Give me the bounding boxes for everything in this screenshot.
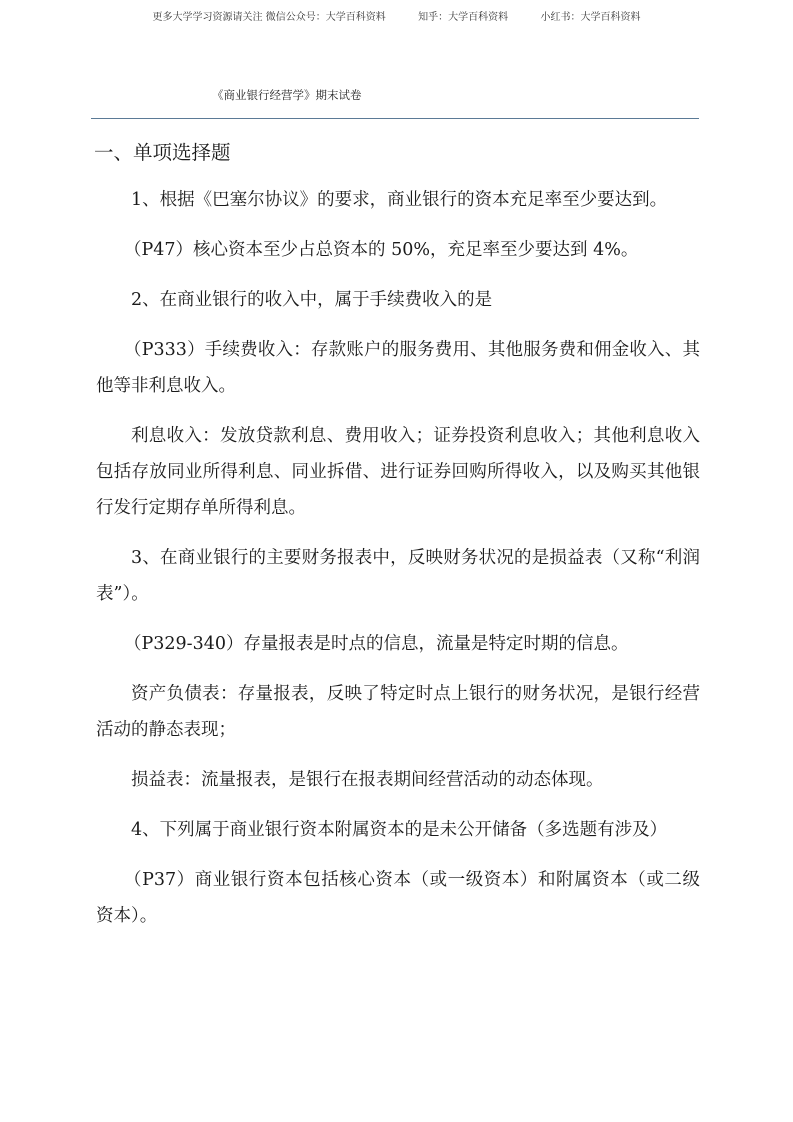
promo-wechat-text: 更多大学学习资源请关注 微信公众号：大学百科资料 xyxy=(152,12,386,23)
answer-note-2-interest: 利息收入：发放贷款利息、费用收入；证券投资利息收入；其他利息收入包括存放同业所得利息、同业拆借、进行证券回购所得收入，以及购买其他银行发行定期存单所得利息。 xyxy=(96,426,700,518)
header-divider xyxy=(91,118,699,119)
document-title: 《商业银行经营学》期末试卷 xyxy=(212,88,362,102)
answer-note-2: （P333）手续费收入：存款账户的服务费用、其他服务费和佣金收入、其他等非利息收入。 xyxy=(96,340,700,396)
promo-xiaohongshu-text: 小红书：大学百科资料 xyxy=(540,12,641,23)
question-2: 2、在商业银行的收入中，属于手续费收入的是 xyxy=(131,290,493,310)
document-body xyxy=(96,182,700,948)
promo-zhihu-text: 知乎：大学百科资料 xyxy=(418,12,509,23)
question-3: 3、在商业银行的主要财务报表中，反映财务状况的是损益表（又称“利润表”）。 xyxy=(96,548,700,604)
answer-note-3-income-statement: 损益表：流量报表，是银行在报表期间经营活动的动态体现。 xyxy=(131,770,604,790)
section-heading: 一、单项选择题 xyxy=(94,141,231,164)
answer-note-3: （P329-340）存量报表是时点的信息，流量是特定时期的信息。 xyxy=(124,634,629,654)
question-4: 4、下列属于商业银行资本附属资本的是未公开储备（多选题有涉及） xyxy=(131,820,668,840)
answer-note-3-balance-sheet: 资产负债表：存量报表，反映了特定时点上银行的财务状况，是银行经营活动的静态表现； xyxy=(96,684,700,740)
answer-note-4: （P37）商业银行资本包括核心资本（或一级资本）和附属资本（或二级资本）。 xyxy=(96,870,700,926)
question-1: 1、根据《巴塞尔协议》的要求，商业银行的资本充足率至少要达到。 xyxy=(131,190,668,210)
header-promo-note xyxy=(0,8,793,23)
answer-note-1: （P47）核心资本至少占总资本的 50%，充足率至少要达到 4%。 xyxy=(124,240,639,260)
